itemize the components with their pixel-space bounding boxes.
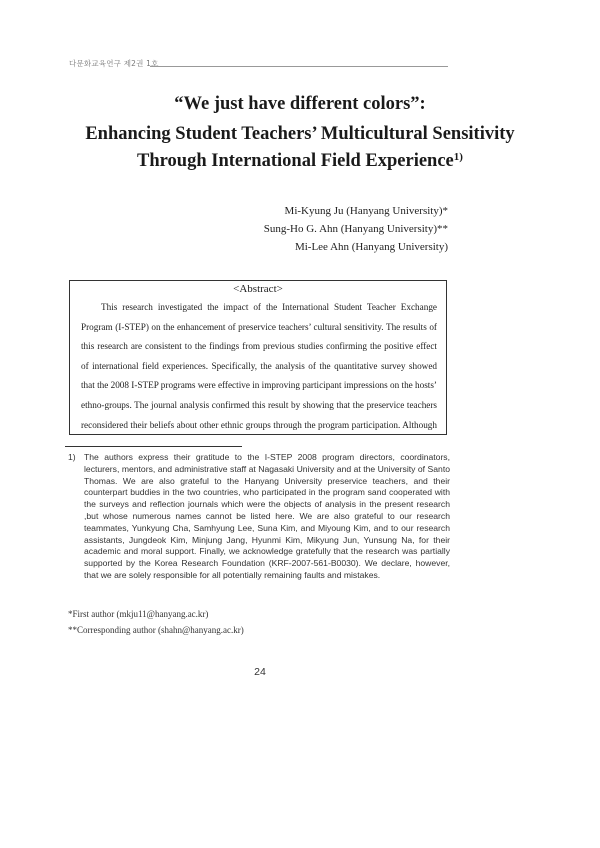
title-line-2: Enhancing Student Teachers’ Multicultural Sensitivity bbox=[85, 124, 515, 144]
footnote-number: 1) bbox=[68, 452, 76, 462]
author-3: Mi-Lee Ahn (Hanyang University) bbox=[294, 241, 448, 253]
author-list bbox=[264, 202, 448, 256]
running-head: 다문화교육연구 제2권 1호 bbox=[69, 59, 159, 68]
first-author-contact: *First author (mkju11@hanyang.ac.kr) bbox=[68, 609, 209, 619]
header-rule bbox=[150, 66, 448, 67]
corresponding-author-contact: **Corresponding author (shahn@hanyang.ac.kr) bbox=[68, 625, 244, 635]
abstract-box bbox=[69, 280, 447, 435]
abstract-text: This research investigated the impact of the International Student Teacher Exchange Program (I-STEP) on the enhancement of preservice teachers’ cultural sensitivity. The results of this research are consistent to the findings from previous studies confirming the positive effect of international field experiences. Specifically, the analysis of the quantitative survey showed that the 2008 I-STEP programs were effective in improving participant impressions on the hosts’ ethno-groups. The journal analysis confirmed this result by showing that the preservice teachers reconsidered their beliefs about other ethnic groups through the program participation. Although bbox=[81, 302, 437, 430]
footnote-text: The authors express their gratitude to the I-STEP 2008 program directors, coordinators, lecturers, mentors, and administrative staff at Nagasaki University and at the University of Santo Thomas. We are also grateful to the Hanyang University preservice teachers, and their counterpart buddies in the two countries, who participated in the program sand cooperated with the surveys and reflection journals which were the objects of analysis in the present research ,but whose numerous names cannot be listed here. We are also grateful to our research teammates, Yunkyung Cha, Samhyung Lee, Suna Kim, and Miyoung Kim, and to our research assistants, Jungdeok Kim, Minjung Jang, Hyunmi Kim, Mikyung Jun, Yunsung Na, for their academic and moral support. Finally, we acknowledge gratefully that the research was partially supported by the Korea Research Foundation (KRF-2007-561-B0030). We declare, however, that we are solely responsible for all potentially remaining faults and mistakes. bbox=[84, 452, 450, 580]
title-footnote-mark: 1) bbox=[453, 151, 463, 163]
footnote bbox=[68, 452, 450, 582]
page-number: 24 bbox=[254, 666, 266, 678]
author-1: Mi-Kyung Ju (Hanyang University)* bbox=[284, 205, 448, 217]
title-line-3 bbox=[40, 151, 560, 172]
author-2: Sung-Ho G. Ahn (Hanyang University)** bbox=[263, 223, 448, 235]
footnote-rule bbox=[65, 446, 242, 447]
abstract-heading: <Abstract> bbox=[233, 283, 283, 295]
title-line-3-text: Through International Field Experience bbox=[137, 151, 454, 171]
title-line-1: “We just have different colors”: bbox=[174, 94, 426, 114]
